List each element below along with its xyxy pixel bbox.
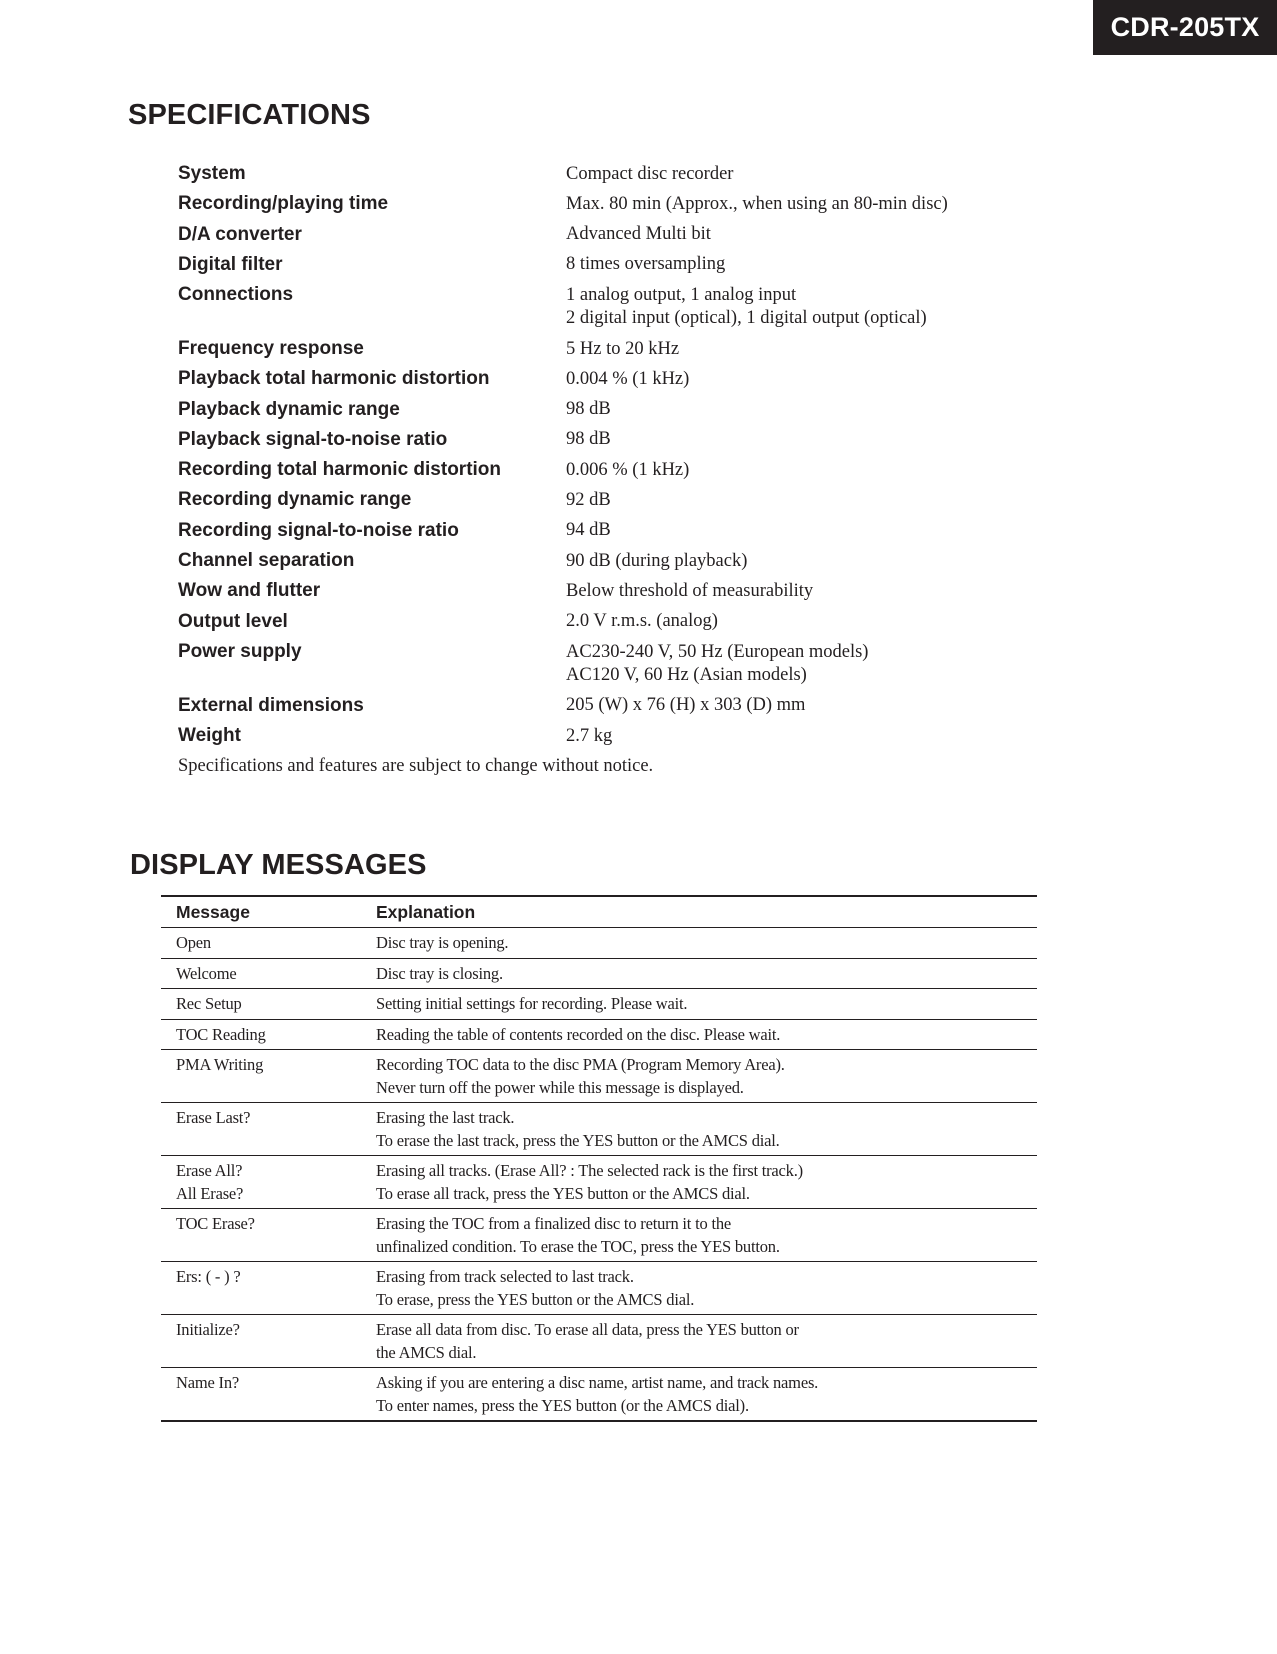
message-line: Erase All? <box>176 1161 243 1180</box>
specifications-list <box>178 159 1078 781</box>
spec-label: Recording/playing time <box>178 193 389 215</box>
message-line: TOC Erase? <box>176 1214 255 1233</box>
spec-value-line: 92 dB <box>566 490 611 511</box>
message-cell <box>161 959 376 989</box>
spec-row <box>178 637 1078 691</box>
table-row <box>161 1261 1037 1314</box>
explanation-line: Erasing the TOC from a finalized disc to return it to the <box>376 1214 732 1233</box>
spec-row <box>178 425 1078 455</box>
display-messages-table <box>161 895 1037 1422</box>
message-line: Rec Setup <box>176 994 242 1013</box>
spec-value-line: 98 dB <box>566 399 611 420</box>
explanation-line: Erasing all tracks. (Erase All? : The selected rack is the first track.) <box>376 1161 803 1180</box>
display-messages-heading: DISPLAY MESSAGES <box>130 849 427 881</box>
table-row <box>161 1367 1037 1420</box>
spec-row <box>178 516 1078 546</box>
spec-value-line: AC230-240 V, 50 Hz (European models) <box>566 641 869 662</box>
spec-row <box>178 189 1078 219</box>
specifications-note: Specifications and features are subject to change without notice. <box>178 756 654 777</box>
table-row <box>161 1155 1037 1208</box>
explanation-line: Erasing from track selected to last track. <box>376 1267 634 1286</box>
specifications-heading: SPECIFICATIONS <box>128 99 371 131</box>
explanation-line: Disc tray is closing. <box>376 963 503 983</box>
spec-value-line: 0.004 % (1 kHz) <box>566 368 690 389</box>
spec-value-line: 5 Hz to 20 kHz <box>566 338 680 359</box>
explanation-cell <box>376 1262 1037 1314</box>
spec-row <box>178 159 1078 189</box>
model-badge: CDR-205TX <box>1093 0 1277 55</box>
column-header-message: Message <box>176 902 250 922</box>
spec-label: Recording dynamic range <box>178 489 412 511</box>
spec-label: Channel separation <box>178 550 355 572</box>
spec-value <box>566 395 611 425</box>
explanation-line: Asking if you are entering a disc name, artist name, and track names. <box>376 1373 819 1392</box>
spec-row <box>178 280 1078 334</box>
spec-value-line: 94 dB <box>566 520 611 541</box>
table-header-row <box>161 897 1037 928</box>
spec-value <box>566 637 868 691</box>
spec-label: Output level <box>178 610 288 632</box>
spec-value-line: 1 analog output, 1 analog input <box>566 284 797 305</box>
message-line: Open <box>176 933 211 952</box>
message-cell <box>161 1020 376 1050</box>
column-header-explanation: Explanation <box>376 902 476 922</box>
explanation-line: To erase the last track, press the YES button or the AMCS dial. <box>376 1130 780 1150</box>
spec-row <box>178 220 1078 250</box>
spec-row <box>178 334 1078 364</box>
spec-value-line: 0.006 % (1 kHz) <box>566 459 690 480</box>
spec-row <box>178 546 1078 576</box>
spec-value <box>566 189 948 219</box>
spec-label: Wow and flutter <box>178 580 321 602</box>
explanation-line: unfinalized condition. To erase the TOC, press the YES button. <box>376 1236 780 1256</box>
spec-value <box>566 546 747 576</box>
spec-value-line: Compact disc recorder <box>566 163 734 184</box>
message-line: PMA Writing <box>176 1055 264 1074</box>
spec-value <box>566 576 813 606</box>
message-line: Ers: ( - ) ? <box>176 1267 241 1286</box>
spec-label: D/A converter <box>178 223 302 245</box>
explanation-line: Disc tray is opening. <box>376 933 509 952</box>
spec-value-line: AC120 V, 60 Hz (Asian models) <box>566 665 807 686</box>
spec-value-line: 98 dB <box>566 429 611 450</box>
explanation-line: Never turn off the power while this message is displayed. <box>376 1077 744 1097</box>
explanation-cell <box>376 1209 1037 1261</box>
spec-value <box>566 364 689 394</box>
spec-value-line: 8 times oversampling <box>566 254 726 275</box>
explanation-cell <box>376 1020 1037 1050</box>
spec-label: Playback dynamic range <box>178 398 400 420</box>
message-line: Welcome <box>176 963 237 983</box>
explanation-cell <box>376 1368 1037 1420</box>
spec-value <box>566 691 805 721</box>
message-line: TOC Reading <box>176 1024 266 1044</box>
spec-row <box>178 607 1078 637</box>
spec-value-line: Below threshold of measurability <box>566 580 814 601</box>
spec-label: Playback total harmonic distortion <box>178 368 490 390</box>
explanation-cell <box>376 1315 1037 1367</box>
explanation-line: To erase all track, press the YES button or the AMCS dial. <box>376 1183 750 1203</box>
spec-label: Power supply <box>178 640 302 662</box>
spec-value <box>566 250 725 280</box>
explanation-cell <box>376 1156 1037 1208</box>
spec-value-line: Max. 80 min (Approx., when using an 80-min disc) <box>566 193 948 214</box>
spec-value <box>566 516 611 546</box>
explanation-line: Reading the table of contents recorded on the disc. Please wait. <box>376 1024 781 1044</box>
spec-value-line: 2 digital input (optical), 1 digital output (optical) <box>566 308 927 329</box>
message-cell <box>161 1315 376 1367</box>
spec-label: Connections <box>178 284 294 306</box>
spec-label: Recording total harmonic distortion <box>178 459 502 481</box>
spec-row <box>178 485 1078 515</box>
explanation-cell <box>376 928 1037 958</box>
table-row <box>161 1314 1037 1367</box>
spec-row <box>178 250 1078 280</box>
spec-row <box>178 395 1078 425</box>
spec-value-line: 90 dB (during playback) <box>566 550 748 571</box>
spec-value-line: Advanced Multi bit <box>566 224 711 245</box>
spec-label: Recording signal-to-noise ratio <box>178 519 459 541</box>
message-cell <box>161 928 376 958</box>
spec-label: Digital filter <box>178 253 283 275</box>
table-body <box>161 928 1037 1420</box>
spec-value-line: 2.7 kg <box>566 725 613 746</box>
spec-value <box>566 425 611 455</box>
explanation-line: Setting initial settings for recording. Please wait. <box>376 994 688 1013</box>
explanation-line: To erase, press the YES button or the AMCS dial. <box>376 1289 695 1309</box>
spec-row <box>178 691 1078 721</box>
spec-value <box>566 220 711 250</box>
table-row <box>161 1019 1037 1050</box>
spec-label: Weight <box>178 725 241 747</box>
spec-value <box>566 334 679 364</box>
explanation-line: Recording TOC data to the disc PMA (Program Memory Area). <box>376 1055 785 1074</box>
explanation-cell <box>376 959 1037 989</box>
message-line: All Erase? <box>176 1183 244 1203</box>
message-cell <box>161 1050 376 1102</box>
spec-value <box>566 721 612 751</box>
message-cell <box>161 1262 376 1314</box>
table-row <box>161 988 1037 1019</box>
spec-value <box>566 455 689 485</box>
explanation-line: Erase all data from disc. To erase all data, press the YES button or <box>376 1320 799 1339</box>
explanation-cell <box>376 1050 1037 1102</box>
message-cell <box>161 1209 376 1261</box>
spec-row <box>178 364 1078 394</box>
message-line: Initialize? <box>176 1320 240 1339</box>
spec-value-line: 2.0 V r.m.s. (analog) <box>566 611 718 632</box>
explanation-line: the AMCS dial. <box>376 1342 477 1362</box>
spec-row <box>178 455 1078 485</box>
spec-row <box>178 576 1078 606</box>
explanation-line: To enter names, press the YES button (or the AMCS dial). <box>376 1395 749 1415</box>
message-cell <box>161 1368 376 1420</box>
spec-row <box>178 721 1078 751</box>
explanation-line: Erasing the last track. <box>376 1108 515 1127</box>
spec-value <box>566 607 718 637</box>
message-line: Name In? <box>176 1373 239 1392</box>
table-row <box>161 958 1037 989</box>
spec-label: System <box>178 163 246 184</box>
spec-label: External dimensions <box>178 694 364 716</box>
spec-label: Playback signal-to-noise ratio <box>178 428 448 450</box>
spec-label: Frequency response <box>178 337 364 359</box>
table-row <box>161 1102 1037 1155</box>
table-row <box>161 1049 1037 1102</box>
table-row <box>161 1208 1037 1261</box>
message-line: Erase Last? <box>176 1108 251 1127</box>
message-cell <box>161 989 376 1019</box>
spec-value <box>566 280 927 334</box>
table-row <box>161 928 1037 958</box>
spec-value-line: 205 (W) x 76 (H) x 303 (D) mm <box>566 695 806 716</box>
spec-value <box>566 485 611 515</box>
explanation-cell <box>376 1103 1037 1155</box>
message-cell <box>161 1156 376 1208</box>
explanation-cell <box>376 989 1037 1019</box>
message-cell <box>161 1103 376 1155</box>
spec-value <box>566 159 733 189</box>
